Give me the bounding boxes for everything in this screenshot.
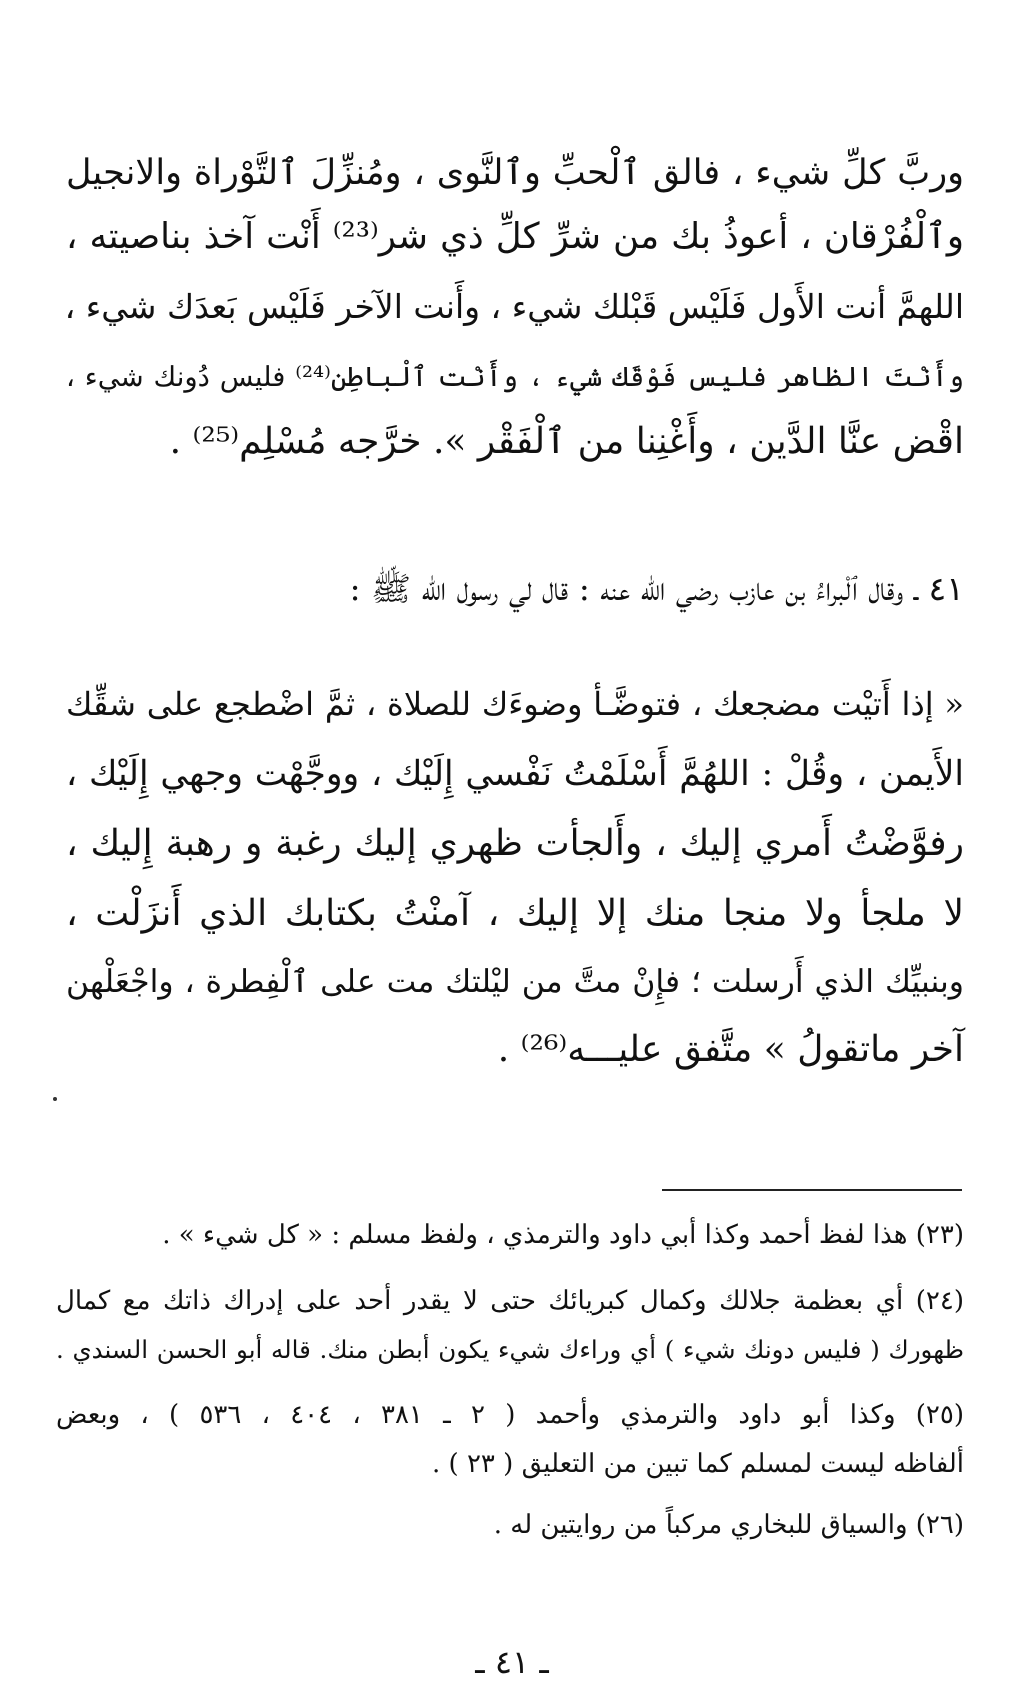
hadith-heading: ٤١ ـ وقال ٱلْبراءُ بن عازب رضي الله عنه : قال لي رسول الله ﷺ : — [349, 569, 964, 608]
body-line-4: وأَنْتَ الظاهر فليس فَوْقَك شيء ، وأَنْت ٱلْباطِن⁽²⁴⁾ فليس دُونك شيء ، — [66, 361, 964, 393]
footnote-23: (٢٣) هذا لفظ أحمد وكذا أبي داود والترمذي ، ولفظ مسلم : « كل شيء » . — [162, 1220, 964, 1250]
body-line-3: اللهمَّ أنت الأَول فَلَيْس قَبْلك شيء ، وأَنت الآخر فَلَيْس بَعدَك شيء ، — [64, 287, 964, 326]
footnote-separator — [662, 1189, 962, 1191]
body-line-1: وربَّ كلِّ شيء ، فالق ٱلْحبِّ وٱلنَّوى ، ومُنزِّلَ ٱلتَّوْراة والانجيل — [66, 153, 964, 193]
footnote-25-line-1: (٢٥) وكذا أبو داود والترمذي وأحمد ( ٢ ـ ٣٨١ ، ٤٠٤ ، ٥٣٦ ) ، وبعض — [56, 1400, 964, 1430]
hadith-line-3: رفوَّضْتُ أَمري إليك ، وأَلجأت ظهري إليك رغبة و رهبة إِليك ، — [66, 823, 964, 864]
footnote-26: (٢٦) والسياق للبخاري مركباً من روايتين له . — [493, 1510, 964, 1540]
hadith-line-6: آخر ماتقولُ » متَّفق عليـــه⁽²⁶⁾ . — [497, 1029, 964, 1070]
footnote-24-line-1: (٢٤) أي بعظمة جلالك وكمال كبريائك حتى لا يقدر أحد على إدراك ذاتك مع كمال — [56, 1286, 964, 1316]
page-number: ـ ٤١ ـ — [475, 1643, 549, 1681]
hadith-line-4: لا ملجأ ولا منجا منك إلا إليك ، آمنْتُ بكتابك الذي أَنزَلْت ، — [66, 893, 964, 934]
body-line-2: وٱلْفُرْقان ، أعوذُ بك من شرِّ كلِّ ذي شر⁽²³⁾ أَنْت آخذ بناصيته ، — [66, 216, 964, 257]
hadith-line-5: وبنبيِّك الذي أَرسلت ؛ فإِنْ متَّ من ليْلتك مت على ٱلْفِطرة ، واجْعَلْهن — [66, 964, 964, 1000]
hadith-line-2: الأَيمن ، وقُلْ : اللهُمَّ أَسْلَمْتُ نَفْسي إِلَيْك ، ووجَّهْت وجهي إِلَيْك ، — [66, 754, 964, 794]
body-line-5: اقْض عنَّا الدَّين ، وأَغْنِنا من ٱلْفَقْر ». خرَّجه مُسْلِم⁽²⁵⁾ . — [169, 421, 964, 462]
hadith-line-1: « إذا أَتيْت مضجعك ، فتوضَّـأ وضوءَك للصلاة ، ثمَّ اضْطجع على شقِّك — [66, 685, 964, 723]
print-speck — [53, 1097, 57, 1101]
footnote-25-line-2: ألفاظه ليست لمسلم كما تبين من التعليق ( ٢٣ ) . — [432, 1449, 964, 1479]
footnote-24-line-2: ظهورك ( فليس دونك شيء ) أي وراءك شيء يكون أبطن منك. قاله أبو الحسن السندي . — [56, 1335, 964, 1364]
